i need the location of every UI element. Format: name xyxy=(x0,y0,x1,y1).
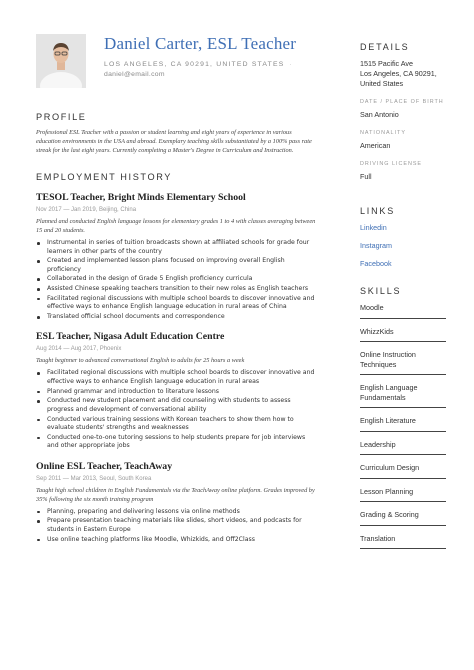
job-bullets xyxy=(36,369,318,450)
dob-label: DATE / PLACE OF BIRTH xyxy=(360,99,444,105)
job-title: TESOL Teacher, Bright Minds Elementary School xyxy=(36,192,246,203)
details-address-line: 1515 Pacific Ave xyxy=(360,59,414,68)
job-bullets xyxy=(36,239,318,321)
bullet-item: Collaborated in the design of Grade 5 English proficiency curricula xyxy=(36,275,318,284)
job-title: Online ESL Teacher, TeachAway xyxy=(36,460,173,472)
candidate-name: Daniel Carter, ESL Teacher xyxy=(104,34,297,53)
nationality-value: American xyxy=(360,141,391,150)
bullet-item: Created and implemented lesson plans focused on improving overall English proficiency xyxy=(36,257,318,274)
skill-item: Translation xyxy=(360,534,446,550)
bullet-item: Planning, preparing and delivering lessons via online methods xyxy=(36,508,318,517)
skill-item: English Language Fundamentals xyxy=(360,383,446,408)
skill-item: Lesson Planning xyxy=(360,487,446,503)
job-dates: Sep 2011 — Mar 2013, Seoul, South Korea xyxy=(36,475,152,482)
skill-item: English Literature xyxy=(360,416,446,432)
bullet-item: Use online teaching platforms like Moodle, Whizkids, and Off2Class xyxy=(36,536,318,545)
bullet-item: Facilitated regional discussions with multiple school boards to discover innovative and effective ways to enhance English language education in rural areas xyxy=(36,369,318,386)
bullet-item: Conducted various training sessions with Korean teachers to show them how to evaluate students' strengths and weaknesses xyxy=(36,416,318,433)
contact-address: LOS ANGELES, CA 90291, UNITED STATES xyxy=(104,61,285,68)
bullet-item: Planned grammar and introduction to literature lessons xyxy=(36,388,318,397)
job-dates: Nov 2017 — Jan 2019, Beijing, China xyxy=(36,207,137,213)
bullet-item: Translated official school documents and correspondence xyxy=(36,313,318,322)
skills-heading: SKILLS xyxy=(360,286,402,296)
bullet-item: Facilitated regional discussions with multiple school boards to discover innovative and effective ways to enhance English language education in rural areas of China xyxy=(36,295,318,312)
job-entry xyxy=(36,192,318,321)
nationality-label: NATIONALITY xyxy=(360,130,406,136)
link-instagram[interactable]: Instagram xyxy=(360,241,392,250)
skill-item: Leadership xyxy=(360,440,446,456)
job-description: Taught high school children in English Fundamentals via the TeachAway online platform. Grades improved by 35% following the six month training program xyxy=(36,486,315,503)
skill-item: Grading & Scoring xyxy=(360,510,446,526)
job-dates: Aug 2014 — Aug 2017, Phoenix xyxy=(36,346,122,353)
job-title: ESL Teacher, Nigasa Adult Education Centre xyxy=(36,331,225,343)
job-bullets xyxy=(36,508,318,544)
bullet-item: Conducted new student placement and did counseling with students to assess progress and development of conversational ability xyxy=(36,397,318,414)
details-heading: DETAILS xyxy=(360,42,410,52)
job-entry xyxy=(36,331,318,450)
sidebar-column xyxy=(360,42,446,557)
skill-item: WhizzKids xyxy=(360,327,446,343)
skill-item: Curriculum Design xyxy=(360,463,446,479)
details-address-line: Los Angeles, CA 90291, xyxy=(360,69,437,78)
license-value: Full xyxy=(360,172,372,181)
bullet-item: Assisted Chinese speaking teachers transition to their new roles as English teachers xyxy=(36,285,318,294)
employment-heading: EMPLOYMENT HISTORY xyxy=(36,172,173,182)
profile-text: Professional ESL Teacher with a passion or student learning and eight years of experience in various education environments in the USA and abroad. Exemplary teaching skills substantiated by a 100% pass rate streak for the last eight years. Currently completing a Master's Degree in Curriculum and Instruction. xyxy=(36,129,312,154)
bullet-item: Prepare presentation teaching materials like slides, short videos, and podcasts for students in Eastern Europe xyxy=(36,517,318,534)
link-facebook[interactable]: Facebook xyxy=(360,259,392,268)
contact-email[interactable]: daniel@email.com xyxy=(104,71,165,78)
dob-value: San Antonio xyxy=(360,110,399,119)
links-heading: LINKS xyxy=(360,206,396,216)
job-description: Taught beginner to advanced conversational English to adults for 25 hours a week xyxy=(36,357,245,365)
skill-item: Moodle xyxy=(360,303,446,319)
bullet-item: Conducted one-to-one tutoring sessions to help students prepare for job interviews and other appropriate jobs xyxy=(36,434,318,451)
details-address-line: United States xyxy=(360,79,404,88)
contact-line: LOS ANGELES, CA 90291, UNITED STATES · daniel@email.com xyxy=(104,61,294,78)
profile-photo xyxy=(36,34,86,88)
license-label: DRIVING LICENSE xyxy=(360,161,423,167)
link-linkedin[interactable]: Linkedin xyxy=(360,223,387,232)
main-column xyxy=(36,112,318,545)
bullet-item: Instrumental in series of tuition broadcasts shown at affiliated schools for grade four learners in other parts of the country xyxy=(36,239,318,256)
job-entry xyxy=(36,461,318,544)
job-description: Planned and conducted English language lessons for elementary grades 1 to 4 with classes averaging between 15 and 20 students. xyxy=(36,218,316,234)
profile-heading: PROFILE xyxy=(36,112,87,122)
skill-item: Online Instruction Techniques xyxy=(360,350,446,375)
